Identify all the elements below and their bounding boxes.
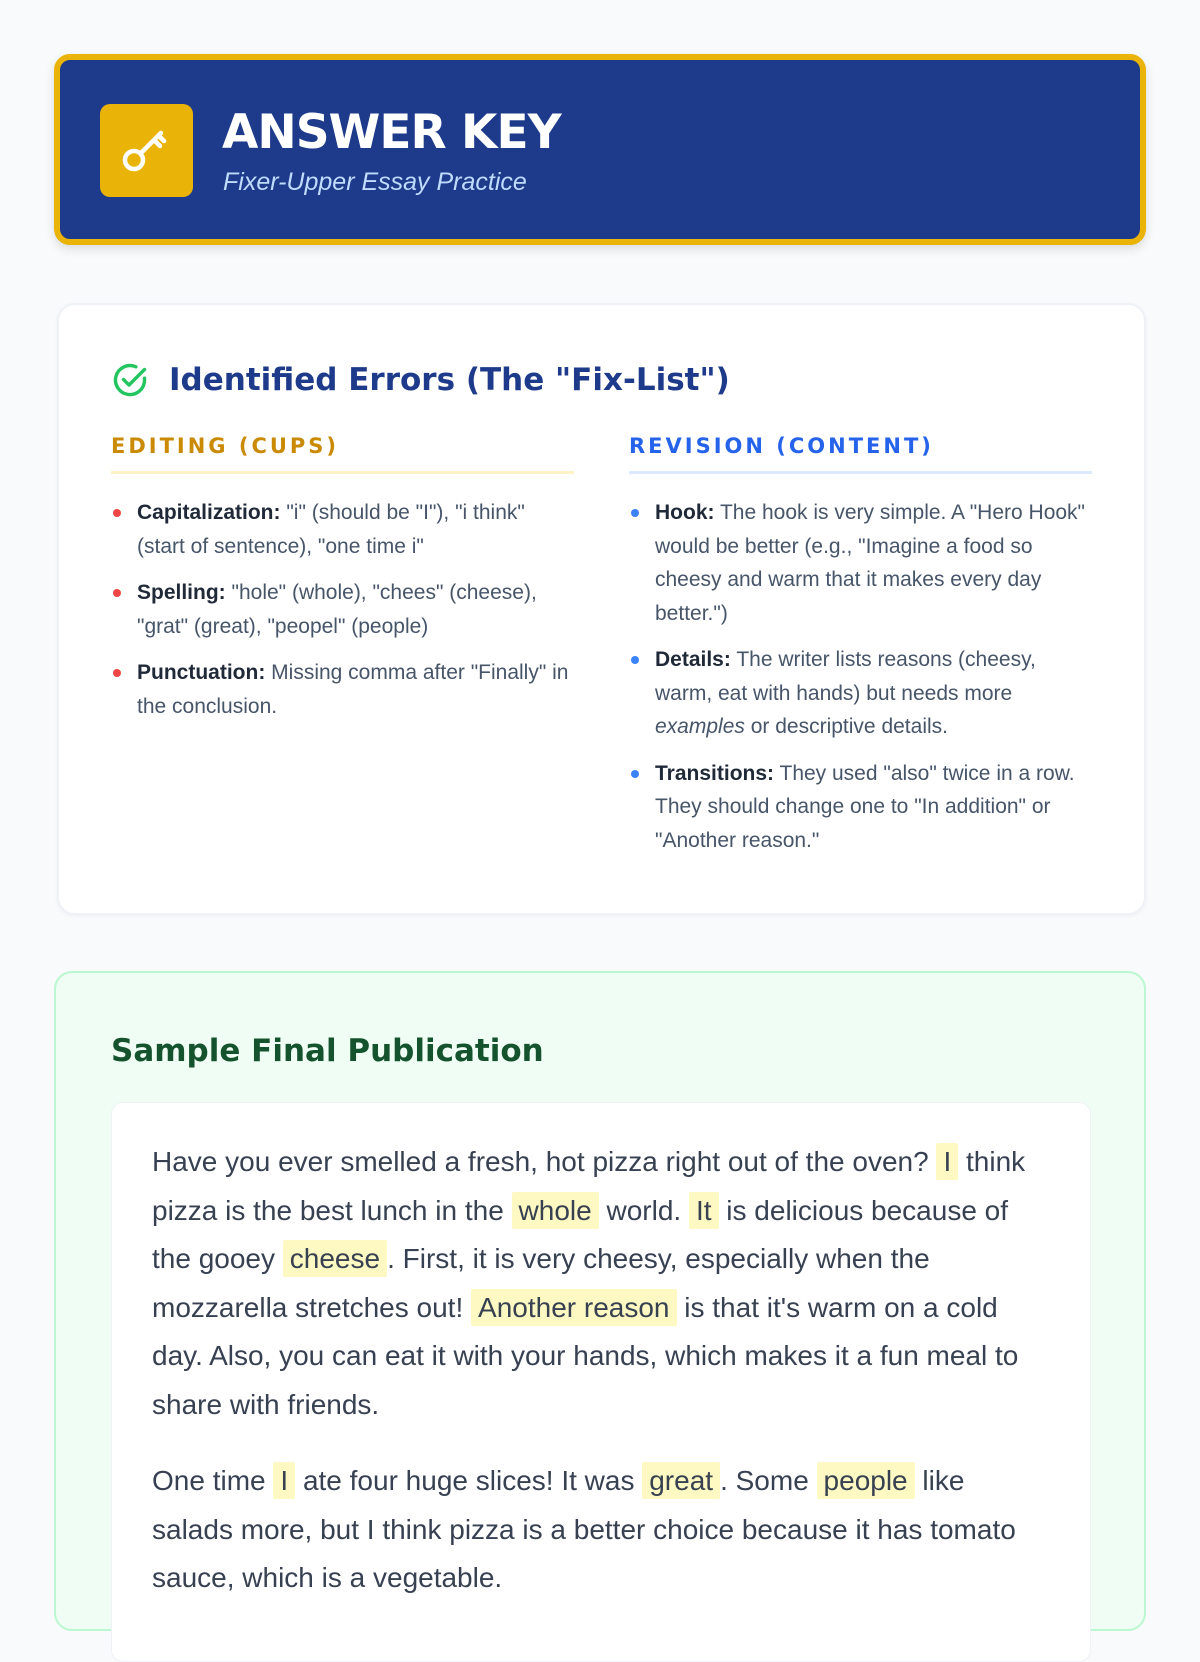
list-item xyxy=(629,643,1092,744)
check-circle-icon xyxy=(111,361,149,399)
highlighted-correction: cheese xyxy=(283,1240,387,1277)
identified-errors-card xyxy=(57,303,1146,915)
item-text: Missing comma after "Finally" in the conclusion. xyxy=(137,661,569,718)
item-label: Details: xyxy=(655,648,731,671)
essay-text: world. xyxy=(598,1194,689,1226)
list-item xyxy=(629,757,1092,858)
essay-text: like salads more, but I think pizza is a better choice because it has tomato sauce, which is a vegetable. xyxy=(152,1465,1016,1593)
item-label: Capitalization: xyxy=(137,501,281,524)
bullet-icon xyxy=(631,770,639,778)
answer-key-header xyxy=(54,54,1146,245)
bullet-icon xyxy=(113,509,121,517)
highlighted-correction: It xyxy=(689,1192,719,1229)
item-text: "i" (should be "I"), "i think" (start of sentence), "one time i" xyxy=(137,501,525,558)
essay-paragraph xyxy=(152,1138,1032,1429)
item-label: Spelling: xyxy=(137,581,226,604)
highlighted-correction: people xyxy=(817,1462,915,1499)
item-label: Hook: xyxy=(655,501,715,524)
item-label: Transitions: xyxy=(655,761,775,785)
essay-text: is delicious because of the gooey xyxy=(152,1194,1009,1274)
item-text: The writer lists reasons (cheesy, warm, eat with hands) but needs more xyxy=(655,648,1036,705)
essay-text: . Some xyxy=(720,1465,817,1496)
item-text: They used "also" twice in a row. They should change one to "In addition" or "Another reason." xyxy=(655,761,1075,852)
revision-list xyxy=(629,496,1092,857)
key-icon-badge xyxy=(100,104,193,197)
essay-text: Have you ever smelled a fresh, hot pizza right out of the oven? xyxy=(152,1146,937,1177)
item-text: The hook is very simple. A "Hero Hook" would be better (e.g., "Imagine a food so cheesy and warm that it makes every day better.") xyxy=(655,501,1086,625)
bullet-icon xyxy=(631,509,639,517)
page-subtitle: Fixer-Upper Essay Practice xyxy=(223,168,527,196)
page-title: ANSWER KEY xyxy=(222,105,561,160)
editing-column xyxy=(111,431,574,736)
list-item xyxy=(111,656,574,723)
list-item xyxy=(629,496,1092,630)
revision-column xyxy=(629,431,1092,870)
bullet-icon xyxy=(631,656,639,664)
key-icon xyxy=(118,122,175,179)
editing-list xyxy=(111,496,574,723)
highlighted-correction: great xyxy=(642,1462,720,1499)
sample-publication-card xyxy=(54,971,1146,1631)
bullet-icon xyxy=(113,669,121,677)
item-emphasis: examples xyxy=(655,715,745,738)
errors-heading: Identified Errors (The "Fix-List") xyxy=(169,362,730,398)
essay-text: One time xyxy=(152,1465,274,1496)
sample-heading: Sample Final Publication xyxy=(111,1033,544,1069)
essay-paragraph xyxy=(152,1457,1032,1603)
essay-body xyxy=(111,1102,1091,1662)
list-item xyxy=(111,496,574,563)
item-text: or descriptive details. xyxy=(744,715,948,738)
highlighted-correction: I xyxy=(936,1143,958,1180)
item-text: "hole" (whole), "chees" (cheese), "grat" (great), "peopel" (people) xyxy=(137,581,537,638)
bullet-icon xyxy=(113,589,121,597)
highlighted-correction: I xyxy=(273,1462,295,1499)
revision-title: REVISION (CONTENT) xyxy=(629,431,1092,474)
item-label: Punctuation: xyxy=(137,661,266,684)
highlighted-correction: whole xyxy=(512,1192,599,1229)
list-item xyxy=(111,576,574,643)
essay-text: . First, it is very cheesy, especially when the mozzarella stretches out! xyxy=(152,1243,930,1323)
essay-text: think pizza is the best lunch in the xyxy=(152,1146,1026,1226)
highlighted-correction: Another reason xyxy=(471,1289,676,1326)
editing-title: EDITING (CUPS) xyxy=(111,431,574,474)
essay-text: ate four huge slices! It was xyxy=(295,1465,643,1496)
essay-text: is that it's warm on a cold day. Also, you can eat it with your hands, which makes it a fun meal to share with friends. xyxy=(152,1291,1019,1420)
